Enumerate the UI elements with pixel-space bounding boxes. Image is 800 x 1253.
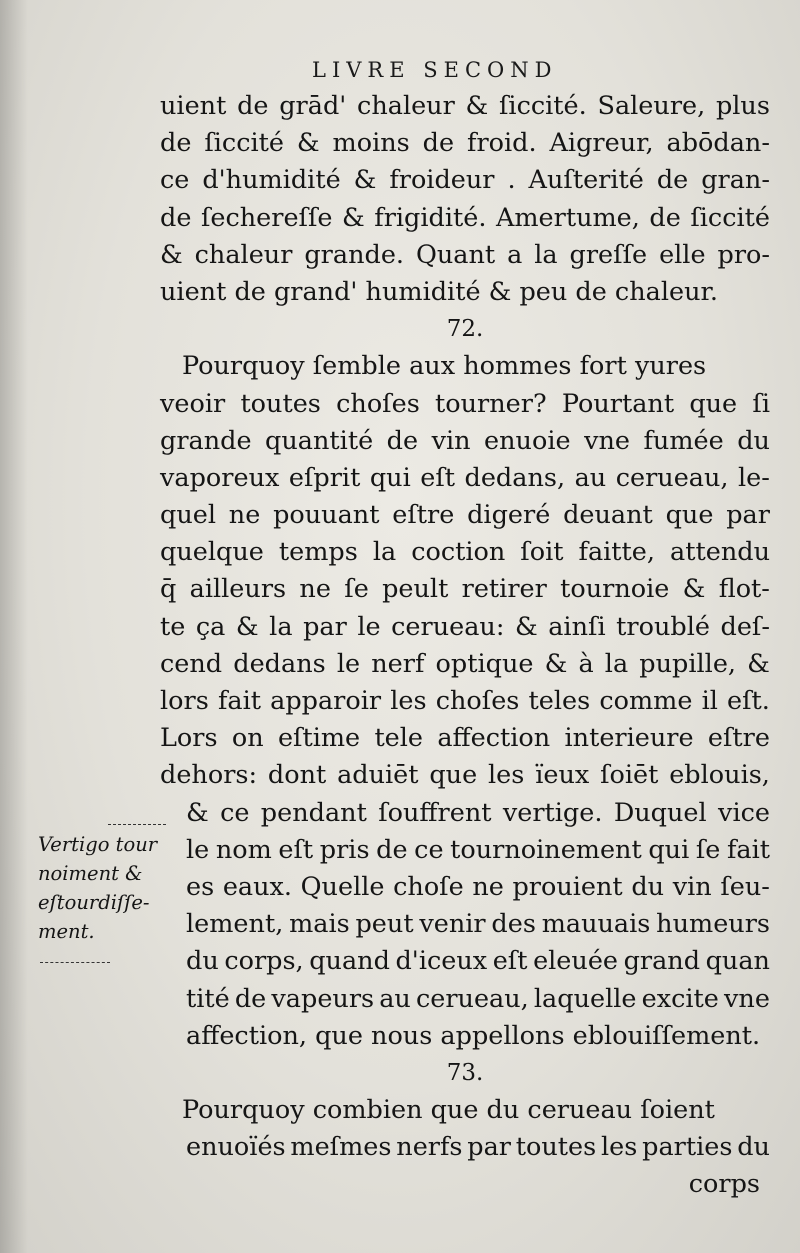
running-head: LIVRE SECOND xyxy=(312,58,558,82)
marginal-note-line: ment. xyxy=(38,920,95,943)
text-line: quelque temps la coction ſoit faitte, attendu xyxy=(160,537,770,568)
text-line: es eaux. Quelle choſe ne prouient du vin ſeu- xyxy=(186,871,770,902)
text-line: grande quantité de vin enuoie vne fumée du xyxy=(160,425,770,456)
text-line: lors fait apparoir les choſes teles comme il eſt. xyxy=(160,686,770,716)
text-line: lement, mais peut venir des mauuais humeurs xyxy=(186,909,770,940)
text-line: Lors on eſtime tele affection interieure eſtre xyxy=(160,723,770,754)
text-line: affection, que nous appellons eblouiſſement. xyxy=(186,1020,761,1051)
text-line: le nom eſt pris de ce tournoinement qui ſe fait xyxy=(186,834,770,865)
text-line: de ſechereſſe & frigidité. Amertume, de ſiccité xyxy=(160,202,770,233)
body-text xyxy=(160,88,770,1204)
text-line: q̄ ailleurs ne ſe peult retirer tournoie & flot- xyxy=(160,574,770,605)
text-line: uient de grand' humidité & peu de chaleur. xyxy=(160,276,718,307)
catchword: corps xyxy=(688,1169,760,1200)
text-line: & ce pendant ſouffrent vertige. Duquel vice xyxy=(186,797,770,828)
text-line: Pourquoy combien que du cerueau ſoient xyxy=(182,1095,715,1126)
marginal-note xyxy=(38,830,178,946)
page-spine-shadow xyxy=(0,0,28,1253)
marginal-note-line: noiment & xyxy=(38,862,143,885)
text-line: vaporeux eſprit qui eſt dedans, au cerueau, le- xyxy=(160,462,770,493)
text-line: veoir toutes choſes tourner? Pourtant que ſi xyxy=(160,388,770,419)
marginal-rule-bottom xyxy=(40,962,110,963)
text-line: te ça & la par le cerueau: & ainſi troublé deſ- xyxy=(160,611,770,642)
text-line: ce d'humidité & froideur . Auſterité de gran- xyxy=(160,165,770,196)
marginal-note-line: Vertigo tour xyxy=(38,833,158,856)
text-line: cend dedans le nerf optique & à la pupille, & xyxy=(160,648,770,679)
text-line: uient de grād' chaleur & ſiccité. Saleure, plus xyxy=(160,91,770,121)
marginal-note-line: eſtourdiſſe- xyxy=(38,891,150,914)
text-line: quel ne pouuant eſtre digeré deuant que par xyxy=(160,500,770,531)
marginal-rule-top xyxy=(108,824,166,825)
text-line: & chaleur grande. Quant a la greſſe elle pro- xyxy=(160,239,770,270)
question-number: 73. xyxy=(446,1059,484,1086)
text-line: de ſiccité & moins de froid. Aigreur, abōdan- xyxy=(160,128,770,159)
text-line: du corps, quand d'iceux eſt eleuée grand quan xyxy=(186,946,770,977)
text-line: Pourquoy ſemble aux hommes fort yures xyxy=(182,351,707,382)
text-line: tité de vapeurs au cerueau, laquelle excite vne xyxy=(186,983,770,1014)
text-line: enuoïés meſmes nerfs par toutes les parties du xyxy=(186,1132,770,1163)
question-number: 72. xyxy=(446,316,484,343)
text-line: dehors: dont aduiēt que les ïeux ſoiēt eblouis, xyxy=(160,760,770,791)
